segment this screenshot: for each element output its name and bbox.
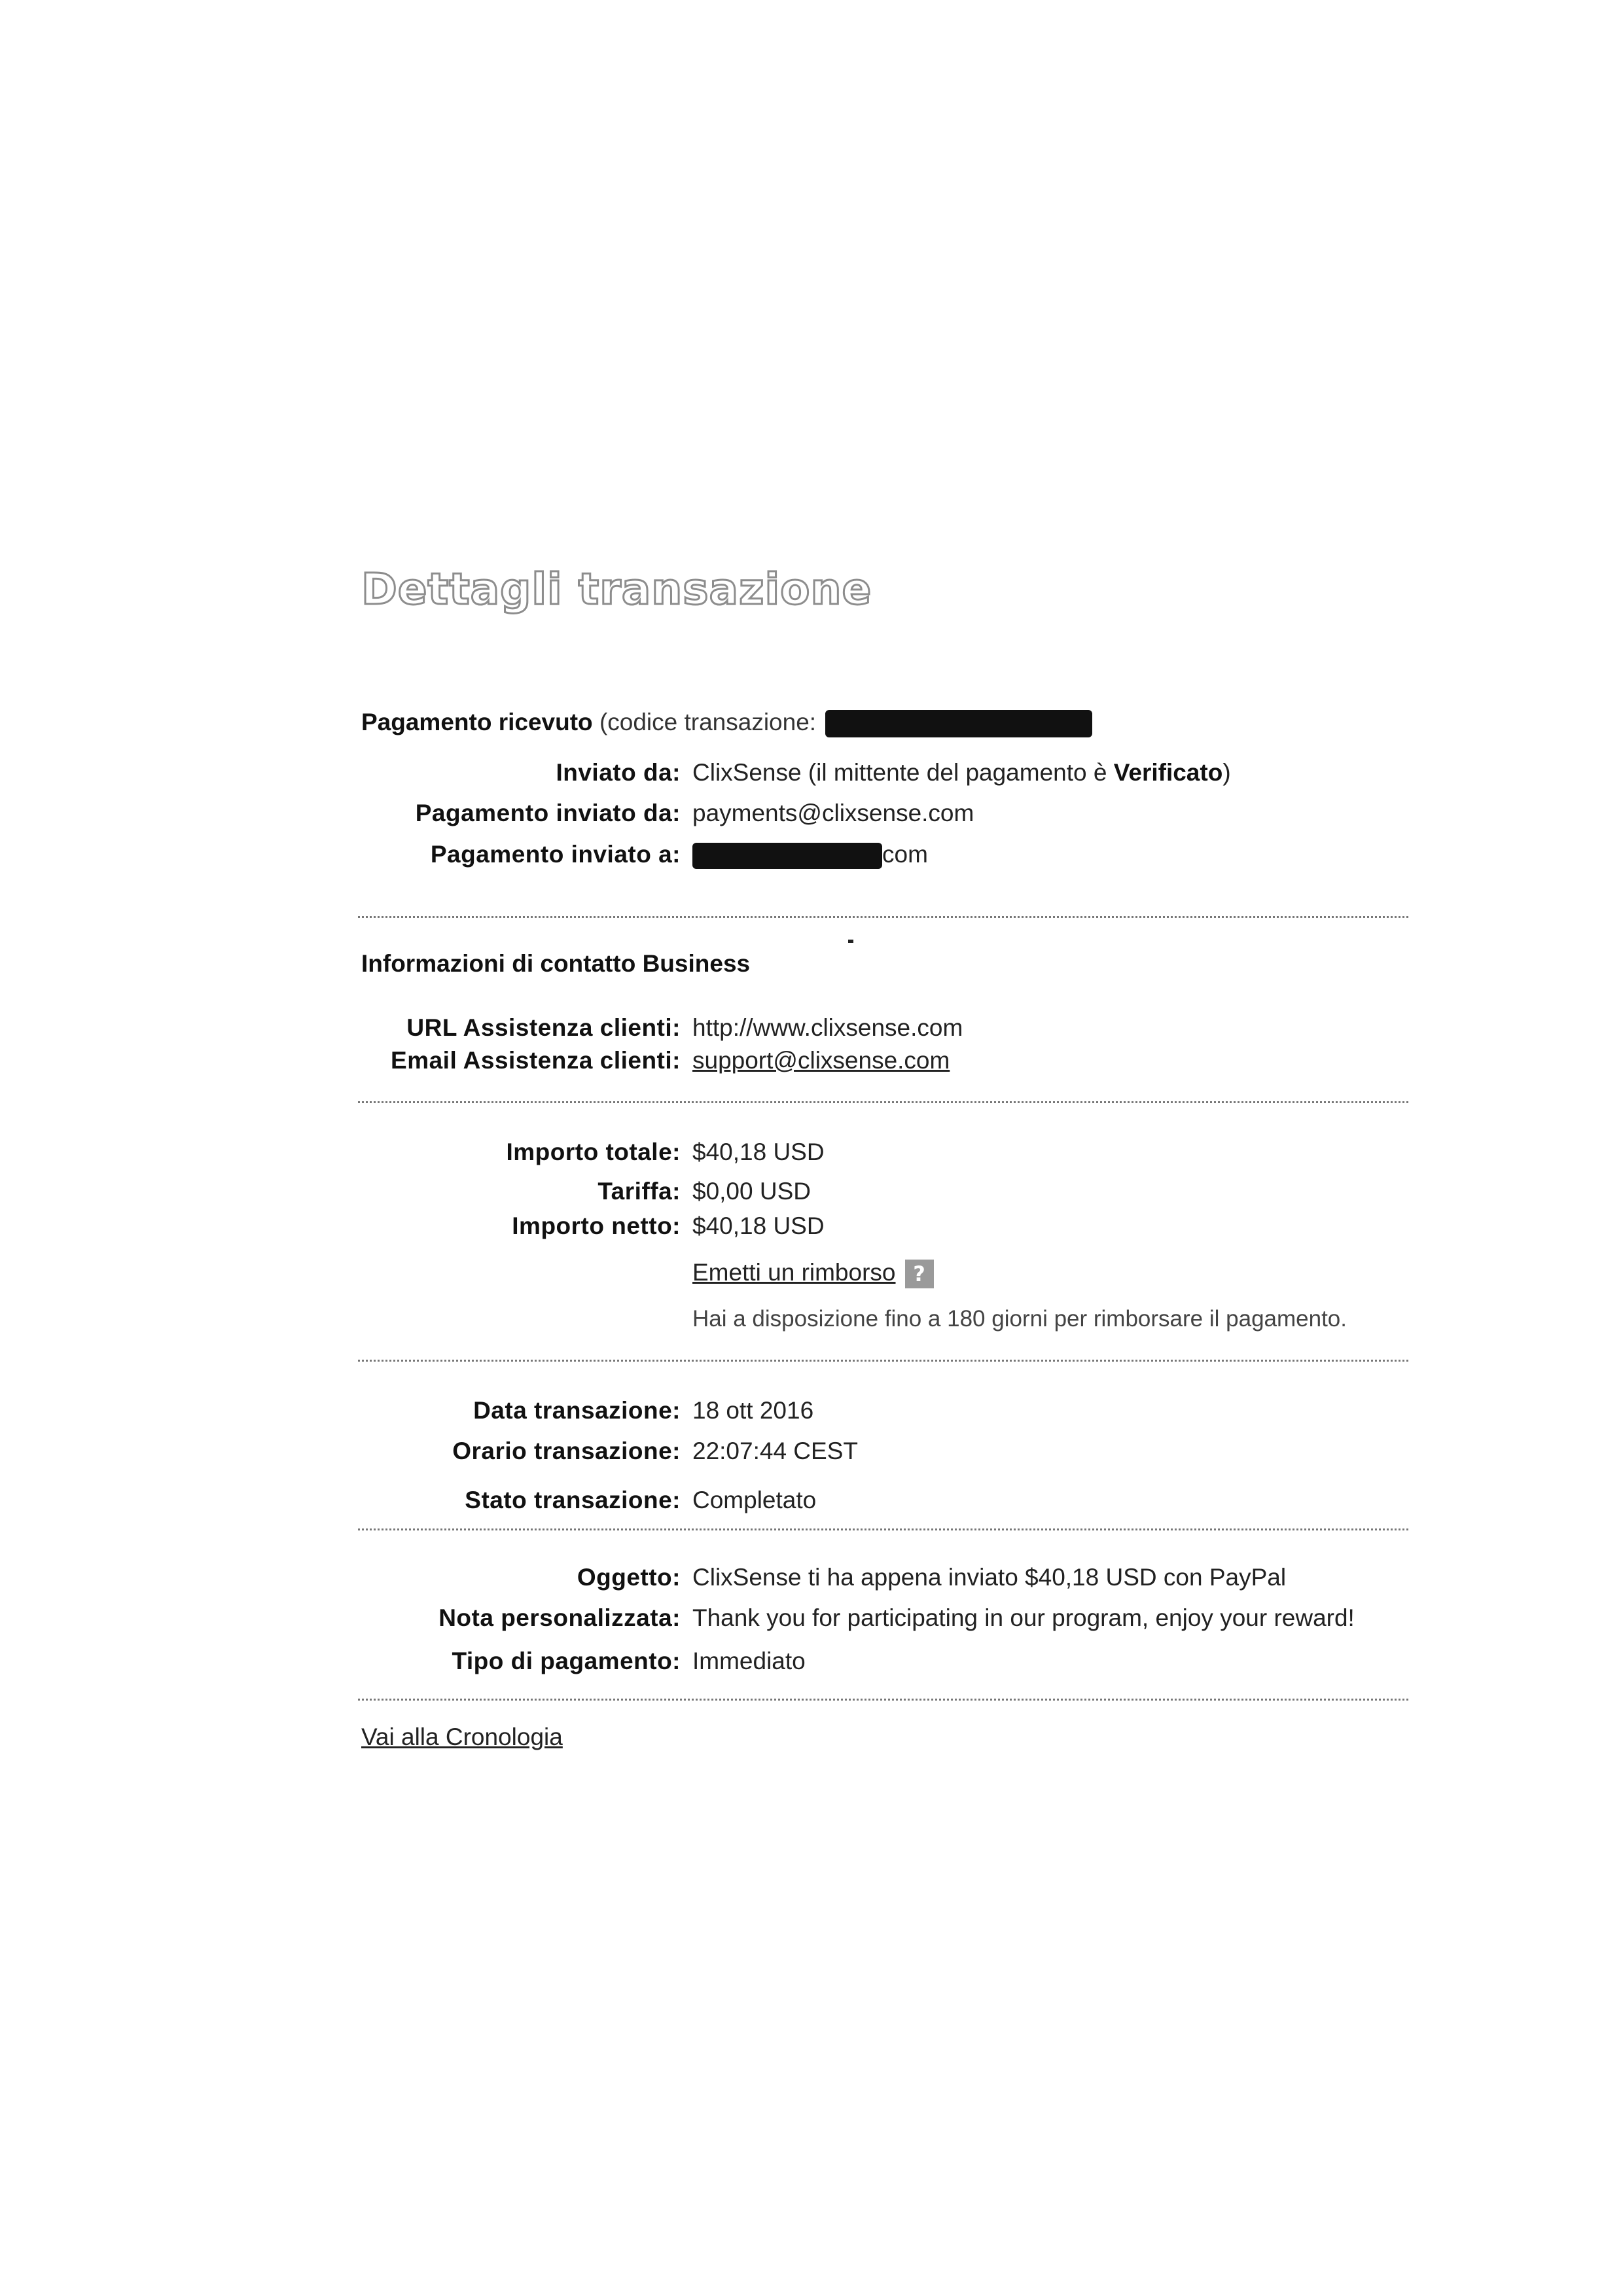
net-amount-label: Importo netto : bbox=[512, 1212, 681, 1240]
custom-note-value: Thank you for participating in our program, enjoy your reward! bbox=[692, 1604, 1355, 1631]
redacted-transaction-code bbox=[825, 710, 1092, 737]
transaction-code-label: (codice transazione: bbox=[599, 709, 817, 735]
payment-type-value: Immediato bbox=[692, 1648, 806, 1674]
transaction-time-value: 22:07:44 CEST bbox=[692, 1438, 858, 1464]
closing-paren: ) bbox=[1222, 759, 1231, 786]
payment-sent-from-row bbox=[361, 800, 1408, 832]
transaction-time-label: Orario transazione : bbox=[452, 1438, 681, 1465]
subject-label: Oggetto : bbox=[577, 1564, 681, 1591]
page-title: Dettagli transazione bbox=[361, 564, 872, 614]
total-amount-row bbox=[361, 1139, 1408, 1171]
custom-note-label: Nota personalizzata : bbox=[438, 1604, 681, 1632]
payment-type-row bbox=[361, 1648, 1408, 1680]
divider bbox=[358, 1528, 1408, 1530]
business-contact-heading: Informazioni di contatto Business bbox=[361, 950, 751, 977]
question-icon[interactable]: ? bbox=[905, 1260, 934, 1288]
payment-sent-to-row bbox=[361, 841, 1408, 874]
sent-by-row bbox=[361, 759, 1408, 792]
divider bbox=[358, 1699, 1408, 1701]
go-to-history-link[interactable]: Vai alla Cronologia bbox=[361, 1723, 563, 1750]
refund-action bbox=[692, 1259, 934, 1288]
support-url-label: URL Assistenza clienti : bbox=[406, 1014, 681, 1042]
net-amount-row bbox=[361, 1212, 1408, 1245]
support-url-row bbox=[361, 1014, 1408, 1047]
sent-by-label: Inviato da : bbox=[556, 759, 681, 786]
fee-row bbox=[361, 1178, 1408, 1210]
fee-label: Tariffa : bbox=[597, 1178, 681, 1205]
payment-sent-to-value bbox=[692, 841, 928, 869]
sender-name: ClixSense (il mittente del pagamento è bbox=[692, 759, 1114, 786]
issue-refund-link[interactable]: Emetti un rimborso bbox=[692, 1259, 896, 1286]
sent-by-value bbox=[692, 759, 1231, 786]
total-amount-label: Importo totale : bbox=[507, 1139, 681, 1166]
net-amount-value: $40,18 USD bbox=[692, 1212, 825, 1239]
transaction-date-label: Data transazione : bbox=[473, 1397, 681, 1424]
support-email-link[interactable]: support@clixsense.com bbox=[692, 1047, 950, 1074]
transaction-date-row bbox=[361, 1397, 1408, 1430]
transaction-date-value: 18 ott 2016 bbox=[692, 1397, 814, 1424]
transaction-status-value: Completato bbox=[692, 1487, 817, 1513]
payment-type-label: Tipo di pagamento : bbox=[452, 1648, 681, 1675]
transaction-status-label: Stato transazione : bbox=[465, 1487, 681, 1514]
support-email-label: Email Assistenza clienti : bbox=[391, 1047, 681, 1074]
divider bbox=[358, 916, 1408, 918]
transaction-status-row bbox=[361, 1487, 1408, 1519]
support-url-value: http://www.clixsense.com bbox=[692, 1014, 963, 1041]
divider bbox=[358, 1360, 1408, 1362]
payment-received-heading bbox=[361, 709, 1092, 737]
redacted-recipient-email bbox=[692, 843, 882, 869]
payment-received-label: Pagamento ricevuto bbox=[361, 709, 593, 735]
fee-value: $0,00 USD bbox=[692, 1178, 811, 1205]
refund-note: Hai a disposizione fino a 180 giorni per rimborsare il pagamento. bbox=[692, 1306, 1347, 1332]
custom-note-row bbox=[361, 1604, 1408, 1637]
total-amount-value: $40,18 USD bbox=[692, 1139, 825, 1165]
transaction-time-row bbox=[361, 1438, 1408, 1470]
support-email-row bbox=[361, 1047, 1408, 1080]
subject-row bbox=[361, 1564, 1408, 1597]
verified-status: Verificato bbox=[1113, 759, 1223, 786]
recipient-email-suffix: com bbox=[882, 841, 928, 868]
payment-sent-from-label: Pagamento inviato da : bbox=[416, 800, 681, 827]
divider bbox=[358, 1101, 1408, 1103]
refund-row bbox=[361, 1259, 1408, 1292]
stray-mark bbox=[848, 940, 853, 943]
payment-sent-to-label: Pagamento inviato a : bbox=[431, 841, 681, 868]
payment-sent-from-value: payments@clixsense.com bbox=[692, 800, 974, 826]
subject-value: ClixSense ti ha appena inviato $40,18 USD con PayPal bbox=[692, 1564, 1287, 1591]
